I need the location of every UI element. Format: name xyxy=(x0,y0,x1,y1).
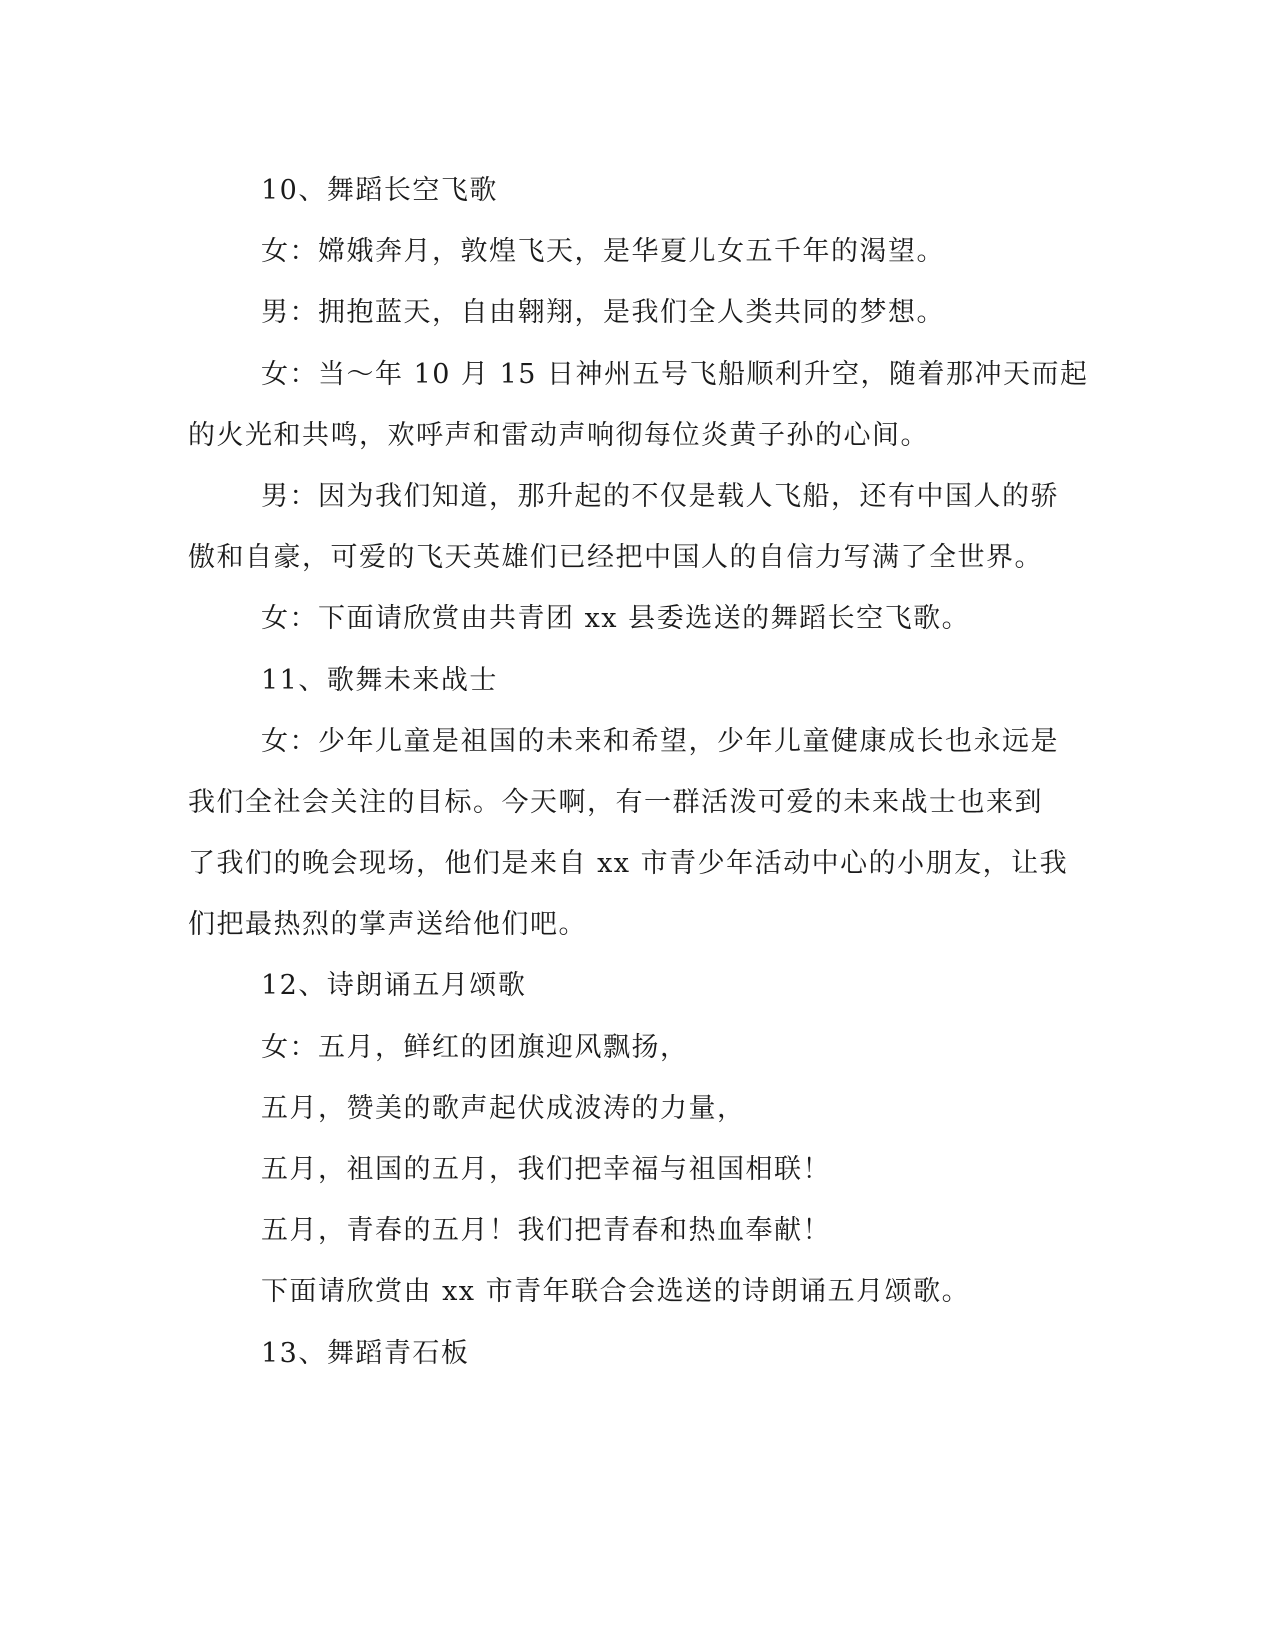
poem-line: 女：五月，鲜红的团旗迎风飘扬， xyxy=(261,1031,689,1063)
paragraph-line: 女：嫦娥奔月，敦煌飞天，是华夏儿女五千年的渴望。 xyxy=(261,236,945,268)
paragraph-line: 男：拥抱蓝天，自由翱翔，是我们全人类共同的梦想。 xyxy=(261,297,945,329)
poem-line: 五月，青春的五月！我们把青春和热血奉献！ xyxy=(261,1215,831,1247)
paragraph-line: 下面请欣赏由 xx 市青年联合会选送的诗朗诵五月颂歌。 xyxy=(261,1276,971,1308)
paragraph-line: 女：少年儿童是祖国的未来和希望，少年儿童健康成长也永远是 xyxy=(261,725,1059,757)
section-heading-13: 13、舞蹈青石板 xyxy=(261,1337,470,1369)
poem-line: 五月，赞美的歌声起伏成波涛的力量， xyxy=(261,1092,746,1124)
section-heading-10: 10、舞蹈长空飞歌 xyxy=(261,175,498,206)
paragraph-line: 了我们的晚会现场，他们是来自 xx 市青少年活动中心的小朋友，让我 xyxy=(188,848,1069,880)
document-body xyxy=(188,160,1089,1384)
paragraph-line: 女：当～年 10 月 15 日神州五号飞船顺利升空，随着那冲天而起 xyxy=(261,358,1089,390)
poem-line: 五月，祖国的五月，我们把幸福与祖国相联！ xyxy=(261,1154,831,1185)
paragraph-line: 女：下面请欣赏由共青团 xx 县委选送的舞蹈长空飞歌。 xyxy=(261,603,971,635)
paragraph-line: 男：因为我们知道，那升起的不仅是载人飞船，还有中国人的骄 xyxy=(261,480,1059,512)
paragraph-line: 的火光和共鸣，欢呼声和雷动声响彻每位炎黄子孙的心间。 xyxy=(188,419,929,451)
section-heading-12: 12、诗朗诵五月颂歌 xyxy=(261,970,527,1002)
paragraph-line: 傲和自豪，可爱的飞天英雄们已经把中国人的自信力写满了全世界。 xyxy=(188,542,1043,574)
section-heading-11: 11、歌舞未来战士 xyxy=(261,664,498,696)
paragraph-line: 们把最热烈的掌声送给他们吧。 xyxy=(188,909,587,941)
paragraph-line: 我们全社会关注的目标。今天啊，有一群活泼可爱的未来战士也来到 xyxy=(188,786,1043,818)
